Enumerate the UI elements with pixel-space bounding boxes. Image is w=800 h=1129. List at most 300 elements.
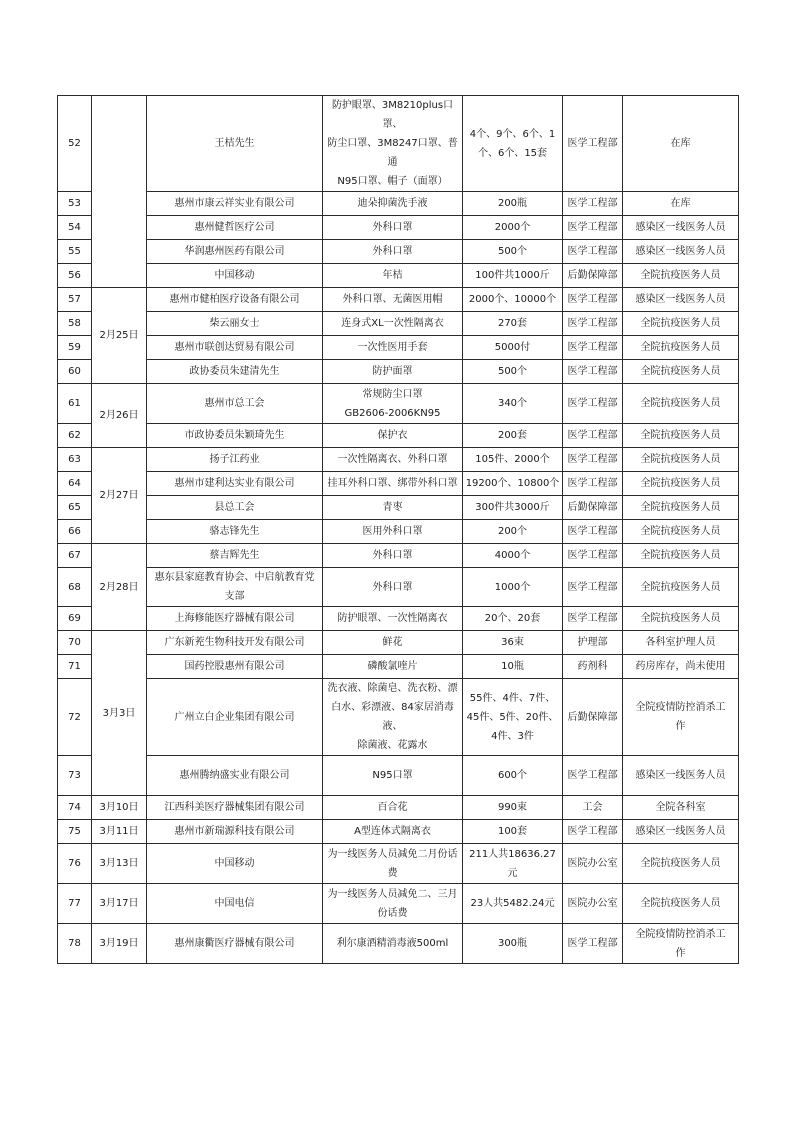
item-line: 医用外科口罩 <box>362 526 423 537</box>
date-cell: 3月19日 <box>92 924 147 964</box>
donor-cell <box>147 568 323 607</box>
donor-cell <box>147 756 323 796</box>
dept-cell <box>563 924 623 964</box>
table-row <box>58 336 739 360</box>
donor-line: 蔡吉辉先生 <box>209 550 260 561</box>
table-row <box>58 631 739 655</box>
recipient-line: 全院抗疫医务人员 <box>640 550 721 561</box>
qty-line: 105件、2000个 <box>475 454 550 465</box>
donor-line: 市政协委员朱颖琦先生 <box>184 430 285 441</box>
qty-cell <box>463 924 563 964</box>
recipient-line: 全院疫情防控消杀工 <box>635 928 726 940</box>
dept-cell <box>563 544 623 568</box>
row-number-cell: 63 <box>58 448 92 472</box>
dept-cell <box>563 288 623 312</box>
donor-line: 上海修能医疗器械有限公司 <box>174 613 295 624</box>
recipient-cell <box>623 216 739 240</box>
row-number-cell: 68 <box>58 568 92 607</box>
row-number-cell: 54 <box>58 216 92 240</box>
qty-line: 55件、4件、7件、 <box>469 692 556 704</box>
qty-line: 211人共18636.27元 <box>469 848 556 879</box>
recipient-cell <box>623 96 739 192</box>
recipient-line: 全院抗疫医务人员 <box>640 613 721 624</box>
item-line: N95口罩 <box>372 770 413 781</box>
item-line: 防护眼罩、3M8210plus口罩、 <box>331 100 454 130</box>
donor-cell <box>147 288 323 312</box>
row-number-cell: 61 <box>58 384 92 424</box>
qty-cell <box>463 312 563 336</box>
table-row <box>58 884 739 924</box>
donor-cell <box>147 240 323 264</box>
recipient-cell <box>623 288 739 312</box>
donor-cell <box>147 192 323 216</box>
dept-line: 医学工程部 <box>567 430 618 441</box>
row-number-cell: 75 <box>58 820 92 844</box>
item-line: 磷酸氯喹片 <box>367 661 418 672</box>
item-line: 费 <box>387 867 398 879</box>
qty-cell <box>463 607 563 631</box>
recipient-line: 全院各科室 <box>655 802 706 813</box>
table-row <box>58 756 739 796</box>
donor-cell <box>147 360 323 384</box>
dept-line: 后勤保障部 <box>567 711 618 723</box>
recipient-cell <box>623 544 739 568</box>
qty-line: 200瓶 <box>497 198 528 209</box>
table-row <box>58 264 739 288</box>
item-line: 挂耳外科口罩、绑带外科口罩 <box>327 478 458 489</box>
donor-cell <box>147 264 323 288</box>
table-row <box>58 924 739 964</box>
qty-cell <box>463 520 563 544</box>
dept-line: 医学工程部 <box>567 613 618 624</box>
dept-cell <box>563 448 623 472</box>
recipient-line: 全院抗疫医务人员 <box>640 581 721 593</box>
dept-line: 医学工程部 <box>567 138 618 149</box>
item-line: 年桔 <box>382 270 403 281</box>
qty-line: 990束 <box>497 802 528 813</box>
recipient-cell <box>623 384 739 424</box>
item-line: 洗衣液、除菌皂、洗衣粉、漂 <box>327 683 458 694</box>
qty-line: 23人共5482.24元 <box>470 898 555 909</box>
donor-cell <box>147 96 323 192</box>
qty-line: 500个 <box>497 366 528 377</box>
recipient-line: 感染区一线医务人员 <box>635 222 726 233</box>
donor-line: 扬子江药业 <box>209 454 260 465</box>
recipient-line: 全院抗疫医务人员 <box>640 366 721 377</box>
donor-line: 政协委员朱建清先生 <box>189 366 280 377</box>
item-cell <box>323 424 463 448</box>
donor-cell <box>147 336 323 360</box>
table-row <box>58 288 739 312</box>
dept-line: 医学工程部 <box>567 581 618 593</box>
dept-line: 医学工程部 <box>567 826 618 837</box>
date-cell: 2月25日 <box>92 288 147 384</box>
row-number-cell: 60 <box>58 360 92 384</box>
item-cell <box>323 544 463 568</box>
dept-cell <box>563 820 623 844</box>
dept-line: 医学工程部 <box>567 398 618 409</box>
item-cell <box>323 844 463 884</box>
qty-cell <box>463 472 563 496</box>
dept-line: 医学工程部 <box>567 318 618 329</box>
item-line: 为一线医务人员减免二月份话 <box>327 848 458 860</box>
dept-cell <box>563 384 623 424</box>
date-cell: 3月3日 <box>92 631 147 796</box>
row-number-cell: 62 <box>58 424 92 448</box>
table-row <box>58 360 739 384</box>
dept-cell <box>563 756 623 796</box>
donor-line: 中国移动 <box>214 270 255 281</box>
recipient-line: 感染区一线医务人员 <box>635 246 726 257</box>
donor-cell <box>147 472 323 496</box>
item-line: 防护眼罩、一次性隔离衣 <box>337 613 448 624</box>
qty-cell <box>463 568 563 607</box>
qty-line: 300瓶 <box>497 938 528 949</box>
donor-cell <box>147 631 323 655</box>
date-cell: 2月27日 <box>92 448 147 544</box>
recipient-cell <box>623 631 739 655</box>
recipient-cell <box>623 679 739 756</box>
row-number-cell: 77 <box>58 884 92 924</box>
recipient-line: 各科室护理人员 <box>645 637 716 648</box>
qty-line: 340个 <box>497 398 528 409</box>
table-row <box>58 568 739 607</box>
qty-line: 200套 <box>497 430 528 441</box>
item-line: 连身式XL一次性隔离衣 <box>341 318 444 329</box>
dept-cell <box>563 96 623 192</box>
recipient-line: 作 <box>675 947 686 959</box>
item-cell <box>323 884 463 924</box>
item-cell <box>323 216 463 240</box>
recipient-line: 感染区一线医务人员 <box>635 294 726 305</box>
recipient-cell <box>623 796 739 820</box>
dept-line: 医学工程部 <box>567 938 618 949</box>
date-cell: 3月11日 <box>92 820 147 844</box>
recipient-line: 全院抗疫医务人员 <box>640 858 721 869</box>
table-row <box>58 796 739 820</box>
qty-line: 200个 <box>497 526 528 537</box>
qty-line: 2000个 <box>494 222 531 233</box>
item-cell <box>323 336 463 360</box>
qty-cell <box>463 884 563 924</box>
item-cell <box>323 448 463 472</box>
item-cell <box>323 360 463 384</box>
recipient-line: 全院抗疫医务人员 <box>640 478 721 489</box>
qty-cell <box>463 192 563 216</box>
row-number-cell: 65 <box>58 496 92 520</box>
donor-line: 惠州健哲医疗公司 <box>194 222 275 233</box>
qty-cell <box>463 796 563 820</box>
recipient-line: 全院抗疫医务人员 <box>640 398 721 409</box>
table-row <box>58 679 739 756</box>
item-line: 鲜花 <box>382 637 403 648</box>
item-cell <box>323 520 463 544</box>
date-cell: 3月13日 <box>92 844 147 884</box>
donor-line: 中国移动 <box>214 858 255 869</box>
item-line: 外科口罩 <box>372 550 413 561</box>
recipient-cell <box>623 336 739 360</box>
qty-line: 36束 <box>501 637 524 648</box>
item-cell <box>323 924 463 964</box>
qty-line: 2000个、10000个 <box>468 294 557 305</box>
qty-line: 个、6个、15套 <box>477 147 548 159</box>
donor-cell <box>147 424 323 448</box>
table-row <box>58 424 739 448</box>
recipient-cell <box>623 655 739 679</box>
row-number-cell: 52 <box>58 96 92 192</box>
recipient-line: 在库 <box>670 138 691 149</box>
donor-cell <box>147 496 323 520</box>
recipient-line: 全院抗疫医务人员 <box>640 318 721 329</box>
qty-cell <box>463 631 563 655</box>
donor-line: 中国电信 <box>214 898 255 909</box>
donor-line: 惠州市总工会 <box>204 398 265 409</box>
qty-line: 100件共1000斤 <box>475 270 550 281</box>
recipient-cell <box>623 496 739 520</box>
dept-cell <box>563 679 623 756</box>
table-row <box>58 216 739 240</box>
donor-line: 县总工会 <box>214 502 255 513</box>
dept-cell <box>563 472 623 496</box>
dept-cell <box>563 312 623 336</box>
item-line: 青枣 <box>382 502 403 513</box>
item-cell <box>323 96 463 192</box>
qty-line: 300件共3000斤 <box>475 502 550 513</box>
item-cell <box>323 607 463 631</box>
table-row <box>58 240 739 264</box>
item-cell <box>323 496 463 520</box>
dept-line: 药剂科 <box>577 661 608 672</box>
donor-cell <box>147 820 323 844</box>
row-number-cell: 76 <box>58 844 92 884</box>
qty-cell <box>463 544 563 568</box>
dept-cell <box>563 336 623 360</box>
qty-line: 4件、3件 <box>491 730 534 742</box>
dept-line: 医学工程部 <box>567 478 618 489</box>
item-line: 外科口罩 <box>372 222 413 233</box>
dept-line: 医学工程部 <box>567 198 618 209</box>
recipient-line: 全院抗疫医务人员 <box>640 270 721 281</box>
qty-line: 600个 <box>497 770 528 781</box>
dept-line: 医学工程部 <box>567 366 618 377</box>
donor-cell <box>147 607 323 631</box>
item-cell <box>323 631 463 655</box>
donor-line: 惠州康衢医疗器械有限公司 <box>174 938 295 949</box>
item-line: 外科口罩、无菌医用帽 <box>342 294 443 305</box>
dept-line: 工会 <box>582 802 603 813</box>
qty-cell <box>463 844 563 884</box>
qty-cell <box>463 384 563 424</box>
donor-cell <box>147 448 323 472</box>
recipient-cell <box>623 192 739 216</box>
item-cell <box>323 264 463 288</box>
table-row <box>58 448 739 472</box>
date-cell: 2月26日 <box>92 384 147 448</box>
row-number-cell: 53 <box>58 192 92 216</box>
row-number-cell: 59 <box>58 336 92 360</box>
dept-line: 医学工程部 <box>567 342 618 353</box>
dept-cell <box>563 796 623 820</box>
item-line: 白水、彩漂液、84家居消毒液、 <box>331 702 454 732</box>
recipient-cell <box>623 756 739 796</box>
donor-cell <box>147 544 323 568</box>
qty-line: 45件、5件、20件、 <box>466 711 559 723</box>
donor-line: 广东新茺生物科技开发有限公司 <box>164 637 305 648</box>
qty-cell <box>463 655 563 679</box>
donor-cell <box>147 924 323 964</box>
item-line: 保护衣 <box>377 430 408 441</box>
table-row <box>58 820 739 844</box>
dept-cell <box>563 192 623 216</box>
table-row <box>58 96 739 192</box>
table-row <box>58 496 739 520</box>
dept-cell <box>563 631 623 655</box>
item-line: 外科口罩 <box>372 581 413 593</box>
dept-cell <box>563 216 623 240</box>
item-line: 一次性隔离衣、外科口罩 <box>337 454 448 465</box>
item-line: 份话费 <box>377 907 408 919</box>
donor-line: 柴云丽女士 <box>209 318 260 329</box>
dept-cell <box>563 496 623 520</box>
qty-cell <box>463 96 563 192</box>
date-cell: 2月28日 <box>92 544 147 631</box>
qty-line: 10瓶 <box>501 661 524 672</box>
donor-line: 惠州市建利达实业有限公司 <box>174 478 295 489</box>
date-cell: 3月17日 <box>92 884 147 924</box>
dept-line: 医院办公室 <box>567 898 618 909</box>
dept-line: 医院办公室 <box>567 858 618 869</box>
item-cell <box>323 312 463 336</box>
donor-line: 惠州市联创达贸易有限公司 <box>174 342 295 353</box>
item-cell <box>323 472 463 496</box>
qty-cell <box>463 336 563 360</box>
row-number-cell: 66 <box>58 520 92 544</box>
donor-cell <box>147 884 323 924</box>
donor-line: 惠州市新瑞源科技有限公司 <box>174 826 295 837</box>
item-line: 常规防尘口罩 <box>362 388 423 400</box>
recipient-line: 感染区一线医务人员 <box>635 826 726 837</box>
donor-cell <box>147 216 323 240</box>
recipient-line: 在库 <box>670 198 691 209</box>
item-cell <box>323 192 463 216</box>
item-cell <box>323 568 463 607</box>
table-row <box>58 192 739 216</box>
dept-line: 医学工程部 <box>567 246 618 257</box>
recipient-line: 全院抗疫医务人员 <box>640 342 721 353</box>
recipient-line: 全院抗疫医务人员 <box>640 502 721 513</box>
donor-cell <box>147 520 323 544</box>
table-row <box>58 312 739 336</box>
date-cell: 3月10日 <box>92 796 147 820</box>
donor-cell <box>147 312 323 336</box>
row-number-cell: 55 <box>58 240 92 264</box>
qty-cell <box>463 679 563 756</box>
donor-cell <box>147 844 323 884</box>
item-cell <box>323 655 463 679</box>
recipient-line: 药房库存，尚未使用 <box>635 661 726 672</box>
donor-line: 王桔先生 <box>214 138 255 149</box>
row-number-cell: 67 <box>58 544 92 568</box>
donor-line: 支部 <box>224 591 245 602</box>
item-line: 外科口罩 <box>372 246 413 257</box>
qty-cell <box>463 756 563 796</box>
row-number-cell: 57 <box>58 288 92 312</box>
item-line: 迪朵抑菌洗手液 <box>357 198 428 209</box>
item-line: 为一线医务人员减免二、三月 <box>327 888 458 900</box>
item-line: 利尔康酒精消毒液500ml <box>336 938 449 949</box>
recipient-cell <box>623 448 739 472</box>
recipient-cell <box>623 360 739 384</box>
donor-cell <box>147 796 323 820</box>
recipient-cell <box>623 264 739 288</box>
recipient-cell <box>623 424 739 448</box>
item-cell <box>323 820 463 844</box>
dept-line: 医学工程部 <box>567 222 618 233</box>
item-line: N95口罩、帽子（面罩） <box>337 176 448 187</box>
dept-line: 护理部 <box>577 637 608 648</box>
qty-line: 100套 <box>497 826 528 837</box>
item-cell <box>323 288 463 312</box>
row-number-cell: 64 <box>58 472 92 496</box>
table-row <box>58 844 739 884</box>
dept-line: 后勤保障部 <box>567 502 618 513</box>
qty-line: 270套 <box>497 318 528 329</box>
qty-line: 1000个 <box>494 581 531 593</box>
donor-line: 惠东县家庭教育协会、中启航教育党 <box>154 572 315 583</box>
row-number-cell: 78 <box>58 924 92 964</box>
dept-cell <box>563 424 623 448</box>
item-line: 除菌液、花露水 <box>357 740 428 751</box>
dept-cell <box>563 884 623 924</box>
donor-line: 惠州腾纳盛实业有限公司 <box>179 770 290 781</box>
recipient-line: 感染区一线医务人员 <box>635 770 726 781</box>
donor-cell <box>147 655 323 679</box>
item-line: 百合花 <box>377 802 408 813</box>
qty-cell <box>463 264 563 288</box>
table-row <box>58 472 739 496</box>
row-number-cell: 74 <box>58 796 92 820</box>
dept-line: 医学工程部 <box>567 294 618 305</box>
donor-cell <box>147 384 323 424</box>
recipient-cell <box>623 568 739 607</box>
recipient-line: 全院抗疫医务人员 <box>640 526 721 537</box>
table-row <box>58 655 739 679</box>
qty-cell <box>463 448 563 472</box>
dept-line: 医学工程部 <box>567 770 618 781</box>
dept-cell <box>563 655 623 679</box>
recipient-cell <box>623 844 739 884</box>
row-number-cell: 58 <box>58 312 92 336</box>
recipient-cell <box>623 924 739 964</box>
donor-line: 国药控股惠州有限公司 <box>184 661 285 672</box>
donor-line: 华润惠州医药有限公司 <box>184 246 285 257</box>
dept-cell <box>563 360 623 384</box>
recipient-cell <box>623 520 739 544</box>
item-line: A型连体式隔离衣 <box>354 826 431 837</box>
donor-line: 惠州市康云祥实业有限公司 <box>174 198 295 209</box>
recipient-cell <box>623 240 739 264</box>
donation-table-body <box>58 96 739 964</box>
qty-line: 5000付 <box>494 342 531 353</box>
item-line: 防护面罩 <box>372 366 413 377</box>
qty-line: 4个、9个、6个、1 <box>469 128 556 140</box>
dept-line: 医学工程部 <box>567 526 618 537</box>
recipient-cell <box>623 607 739 631</box>
recipient-cell <box>623 472 739 496</box>
qty-cell <box>463 240 563 264</box>
dept-cell <box>563 240 623 264</box>
recipient-line: 作 <box>675 721 686 732</box>
